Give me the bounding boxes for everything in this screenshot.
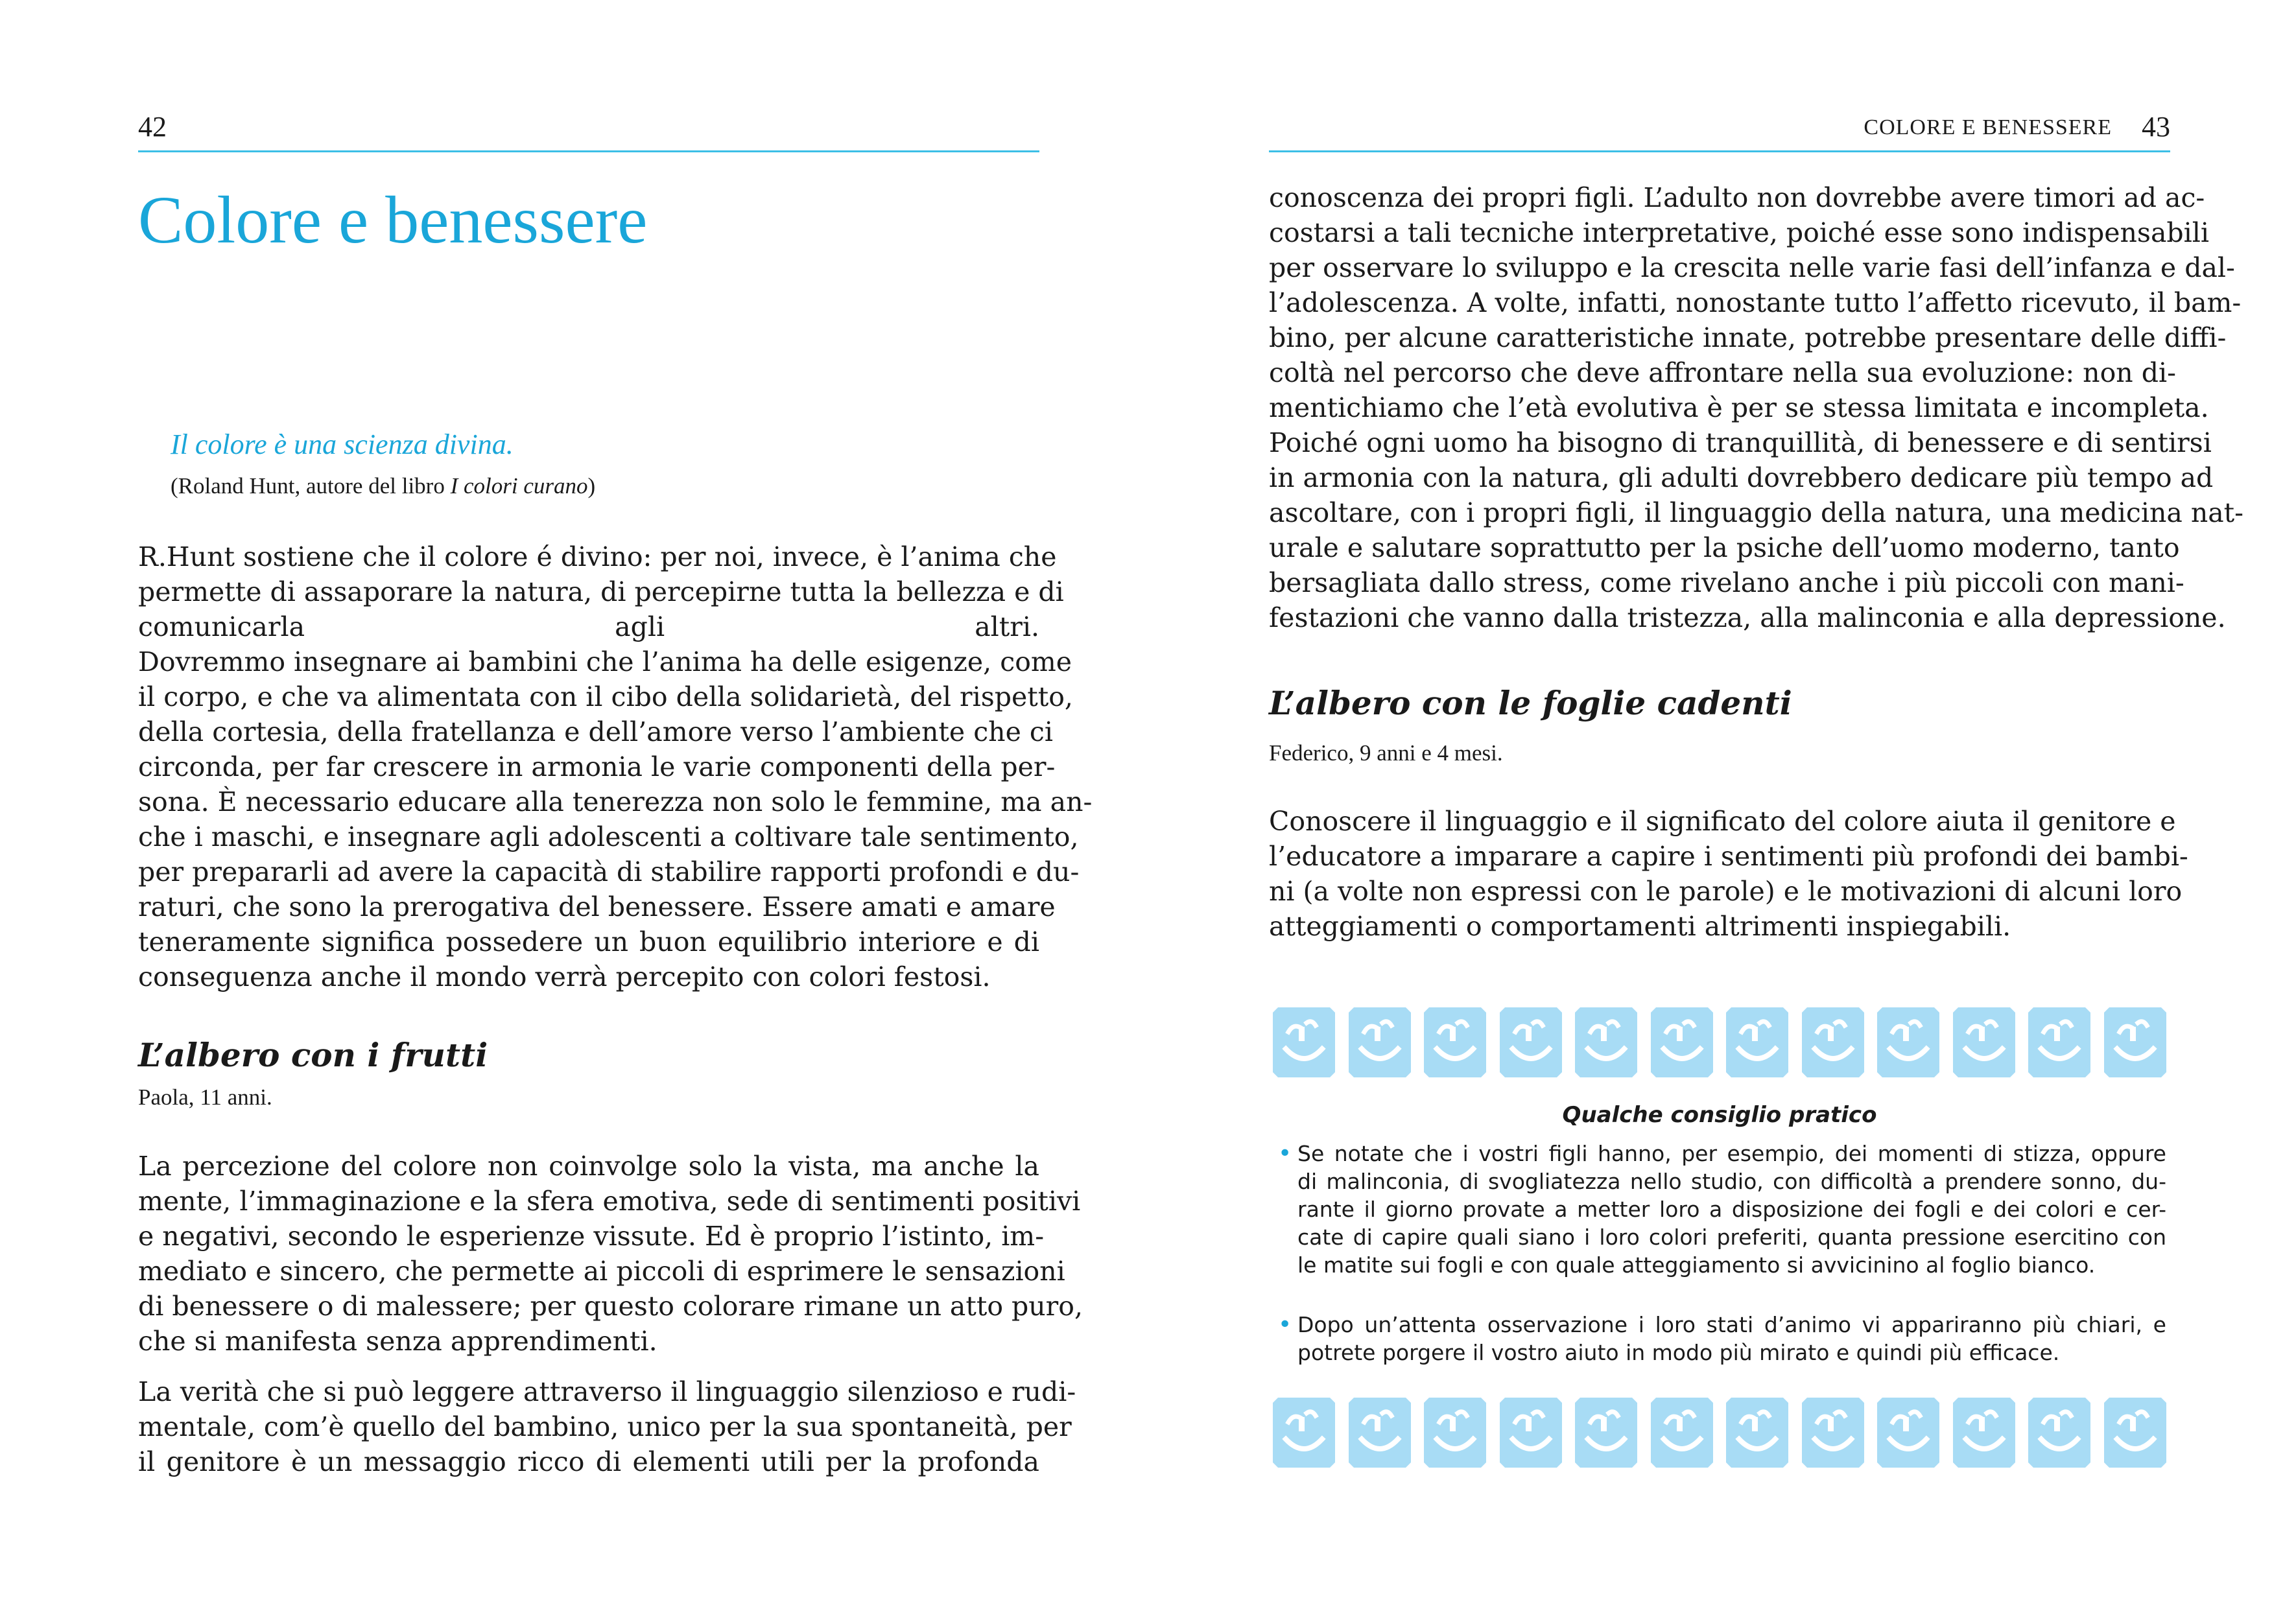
- text-line: coltà nel percorso che deve affrontare nella sua evoluzione: non di-: [1269, 357, 2176, 388]
- text-line: festazioni che vanno dalla tristezza, alla malinconia e alla depressione.: [1269, 602, 2226, 633]
- decorative-strip-bottom: [1269, 1394, 2170, 1472]
- smiley-tile-icon: [1873, 1394, 1943, 1472]
- text-line: comunicarla agli altri.: [138, 611, 1039, 642]
- bullet-icon: •: [1278, 1140, 1292, 1167]
- section-caption-foglie: Federico, 9 anni e 4 mesi.: [1269, 740, 1503, 766]
- text-line: La verità che si può leggere attraverso il linguaggio silenzioso e rudi-: [138, 1376, 1076, 1407]
- header-rule-right: [1269, 150, 2170, 152]
- text-line: sona. È necessario educare alla tenerezza non solo le femmine, ma an-: [138, 786, 1093, 817]
- page-number-right: 43: [2142, 111, 2170, 143]
- text-line: ascoltare, con i propri figli, il linguaggio della natura, una medicina nat-: [1269, 497, 2244, 528]
- text-line: le matite sui fogli e con quale atteggiamento si avvicinino al foglio bianco.: [1297, 1252, 2096, 1278]
- text-line: mentichiamo che l’età evolutiva è per se stessa limitata e incompleta.: [1269, 392, 2209, 423]
- smiley-tile-icon: [1420, 1003, 1490, 1081]
- text-line: urale e salutare soprattutto per la psiche dell’uomo moderno, tanto: [1269, 532, 2180, 563]
- text-line: conseguenza anche il mondo verrà percepito con colori festosi.: [138, 961, 991, 992]
- smiley-tile-icon: [1647, 1394, 1717, 1472]
- text-line: ni (a volte non espressi con le parole) e le motivazioni di alcuni loro: [1269, 876, 2183, 907]
- smiley-tile-icon: [1571, 1003, 1641, 1081]
- chapter-title: Colore e benessere: [138, 183, 648, 257]
- text-line: per osservare lo sviluppo e la crescita nelle varie fasi dell’infanza e dal-: [1269, 252, 2235, 283]
- text-line: cate di capire quali siano i loro colori preferiti, quanta pressione esercitino con: [1297, 1225, 2166, 1250]
- smiley-tile-icon: [2100, 1394, 2170, 1472]
- tips-title: Qualche consiglio pratico: [1562, 1102, 1877, 1128]
- text-line: Conoscere il linguaggio e il significato del colore aiuta il genitore e: [1269, 806, 2176, 837]
- text-line: teneramente significa possedere un buon equilibrio interiore e di: [138, 926, 1039, 957]
- text-line: costarsi a tali tecniche interpretative, poiché esse sono indispensabili: [1269, 217, 2209, 248]
- text-line: Se notate che i vostri figli hanno, per esempio, dei momenti di stizza, oppure: [1297, 1141, 2166, 1166]
- text-line: il genitore è un messaggio ricco di elementi utili per la profonda: [138, 1446, 1039, 1477]
- smiley-tile-icon: [1647, 1003, 1717, 1081]
- tip-item-2: [1278, 1311, 2166, 1369]
- decorative-strip-top: [1269, 1003, 2170, 1081]
- text-line: potrete porgere il vostro aiuto in modo più mirato e quindi più efficace.: [1297, 1340, 2060, 1365]
- text-line: di benessere o di malessere; per questo colorare rimane un atto puro,: [138, 1291, 1083, 1322]
- body-paragraph-right: [1269, 804, 2188, 944]
- text-line: rante il giorno provate a metter loro a disposizione dei fogli e dei colori e cer-: [1297, 1197, 2166, 1222]
- smiley-tile-icon: [1949, 1003, 2019, 1081]
- tip-item-1: [1278, 1140, 2166, 1282]
- page-number-left: 42: [138, 111, 167, 143]
- smiley-tile-icon: [1798, 1003, 1868, 1081]
- smiley-tile-icon: [1949, 1394, 2019, 1472]
- tip-text-2: [1297, 1311, 2166, 1367]
- text-line: l’educatore a imparare a capire i sentimenti più profondi dei bambi-: [1269, 841, 2188, 872]
- text-line: bersagliata dallo stress, come rivelano anche i più piccoli con mani-: [1269, 567, 2184, 598]
- section-heading-frutti: L’albero con i frutti: [138, 1036, 488, 1074]
- smiley-tile-icon: [1873, 1003, 1943, 1081]
- text-line: conoscenza dei propri figli. L’adulto non dovrebbe avere timori ad ac-: [1269, 182, 2205, 213]
- text-line: bino, per alcune caratteristiche innate, potrebbe presentare delle diffi-: [1269, 322, 2227, 353]
- smiley-tile-icon: [1722, 1003, 1792, 1081]
- right-running-head: [1269, 110, 2170, 149]
- text-line: Poiché ogni uomo ha bisogno di tranquillità, di benessere e di sentirsi: [1269, 427, 2212, 458]
- smiley-tile-icon: [1571, 1394, 1641, 1472]
- text-line: l’adolescenza. A volte, infatti, nonostante tutto l’affetto ricevuto, il bam-: [1269, 287, 2242, 318]
- tip-text-1: [1297, 1140, 2166, 1279]
- smiley-tile-icon: [2024, 1003, 2094, 1081]
- text-line: mente, l’immaginazione e la sfera emotiva, sede di sentimenti positivi: [138, 1186, 1081, 1217]
- section-heading-foglie: L’albero con le foglie cadenti: [1269, 684, 1792, 722]
- text-line: Dovremmo insegnare ai bambini che l’anima ha delle esigenze, come: [138, 646, 1072, 677]
- text-line: della cortesia, della fratellanza e dell’amore verso l’ambiente che ci: [138, 716, 1053, 747]
- smiley-tile-icon: [1269, 1003, 1339, 1081]
- right-page: [1269, 0, 2244, 1607]
- text-line: permette di assaporare la natura, di percepirne tutta la bellezza e di: [138, 576, 1064, 607]
- smiley-tile-icon: [1798, 1394, 1868, 1472]
- text-line: mediato e sincero, che permette ai piccoli di esprimere le sensazioni: [138, 1256, 1065, 1287]
- text-line: di malinconia, di svogliatezza nello studio, con difficoltà a prendere sonno, du-: [1297, 1169, 2166, 1194]
- text-line: e negativi, secondo le esperienze vissute. Ed è proprio l’istinto, im-: [138, 1221, 1045, 1252]
- text-line: La percezione del colore non coinvolge solo la vista, ma anche la: [138, 1151, 1039, 1182]
- text-line: Dopo un’attenta osservazione i loro stati d’animo vi appariranno più chiari, e: [1297, 1312, 2166, 1337]
- section-caption-frutti: Paola, 11 anni.: [138, 1085, 272, 1110]
- epigraph-quote: Il colore è una scienza divina.: [171, 428, 514, 460]
- text-line: in armonia con la natura, gli adulti dovrebbero dedicare più tempo ad: [1269, 462, 2214, 493]
- bullet-icon: •: [1278, 1311, 1292, 1338]
- smiley-tile-icon: [2024, 1394, 2094, 1472]
- text-line: il corpo, e che va alimentata con il cibo della solidarietà, del rispetto,: [138, 681, 1073, 712]
- intro-paragraph: [138, 539, 1093, 994]
- text-line: che i maschi, e insegnare agli adolescenti a coltivare tale sentimento,: [138, 821, 1079, 852]
- smiley-tile-icon: [1722, 1394, 1792, 1472]
- text-line: mentale, com’è quello del bambino, unico per la sua spontaneità, per: [138, 1411, 1072, 1442]
- smiley-tile-icon: [1496, 1394, 1566, 1472]
- text-line: R.Hunt sostiene che il colore é divino: per noi, invece, è l’anima che: [138, 541, 1057, 572]
- left-page: [138, 0, 1093, 1607]
- smiley-tile-icon: [1345, 1394, 1415, 1472]
- book-title: I colori curano: [450, 473, 588, 499]
- running-head-title: COLORE E BENESSERE: [1864, 115, 2112, 139]
- header-rule-left: [138, 150, 1039, 152]
- epigraph-attribution: (Roland Hunt, autore del libro I colori curano): [171, 473, 596, 499]
- body-paragraph-1: [138, 1149, 1083, 1359]
- body-paragraph-2: [138, 1374, 1076, 1479]
- text-line: atteggiamenti o comportamenti altrimenti inspiegabili.: [1269, 911, 2011, 942]
- left-running-head: [138, 110, 1039, 149]
- smiley-tile-icon: [1420, 1394, 1490, 1472]
- smiley-tile-icon: [1269, 1394, 1339, 1472]
- continued-paragraph: [1269, 180, 2244, 635]
- smiley-tile-icon: [2100, 1003, 2170, 1081]
- smiley-tile-icon: [1345, 1003, 1415, 1081]
- text-line: che si manifesta senza apprendimenti.: [138, 1326, 657, 1357]
- text-line: raturi, che sono la prerogativa del benessere. Essere amati e amare: [138, 891, 1056, 922]
- text-line: per prepararli ad avere la capacità di stabilire rapporti profondi e du-: [138, 856, 1080, 887]
- smiley-tile-icon: [1496, 1003, 1566, 1081]
- text-line: circonda, per far crescere in armonia le varie componenti della per-: [138, 751, 1056, 782]
